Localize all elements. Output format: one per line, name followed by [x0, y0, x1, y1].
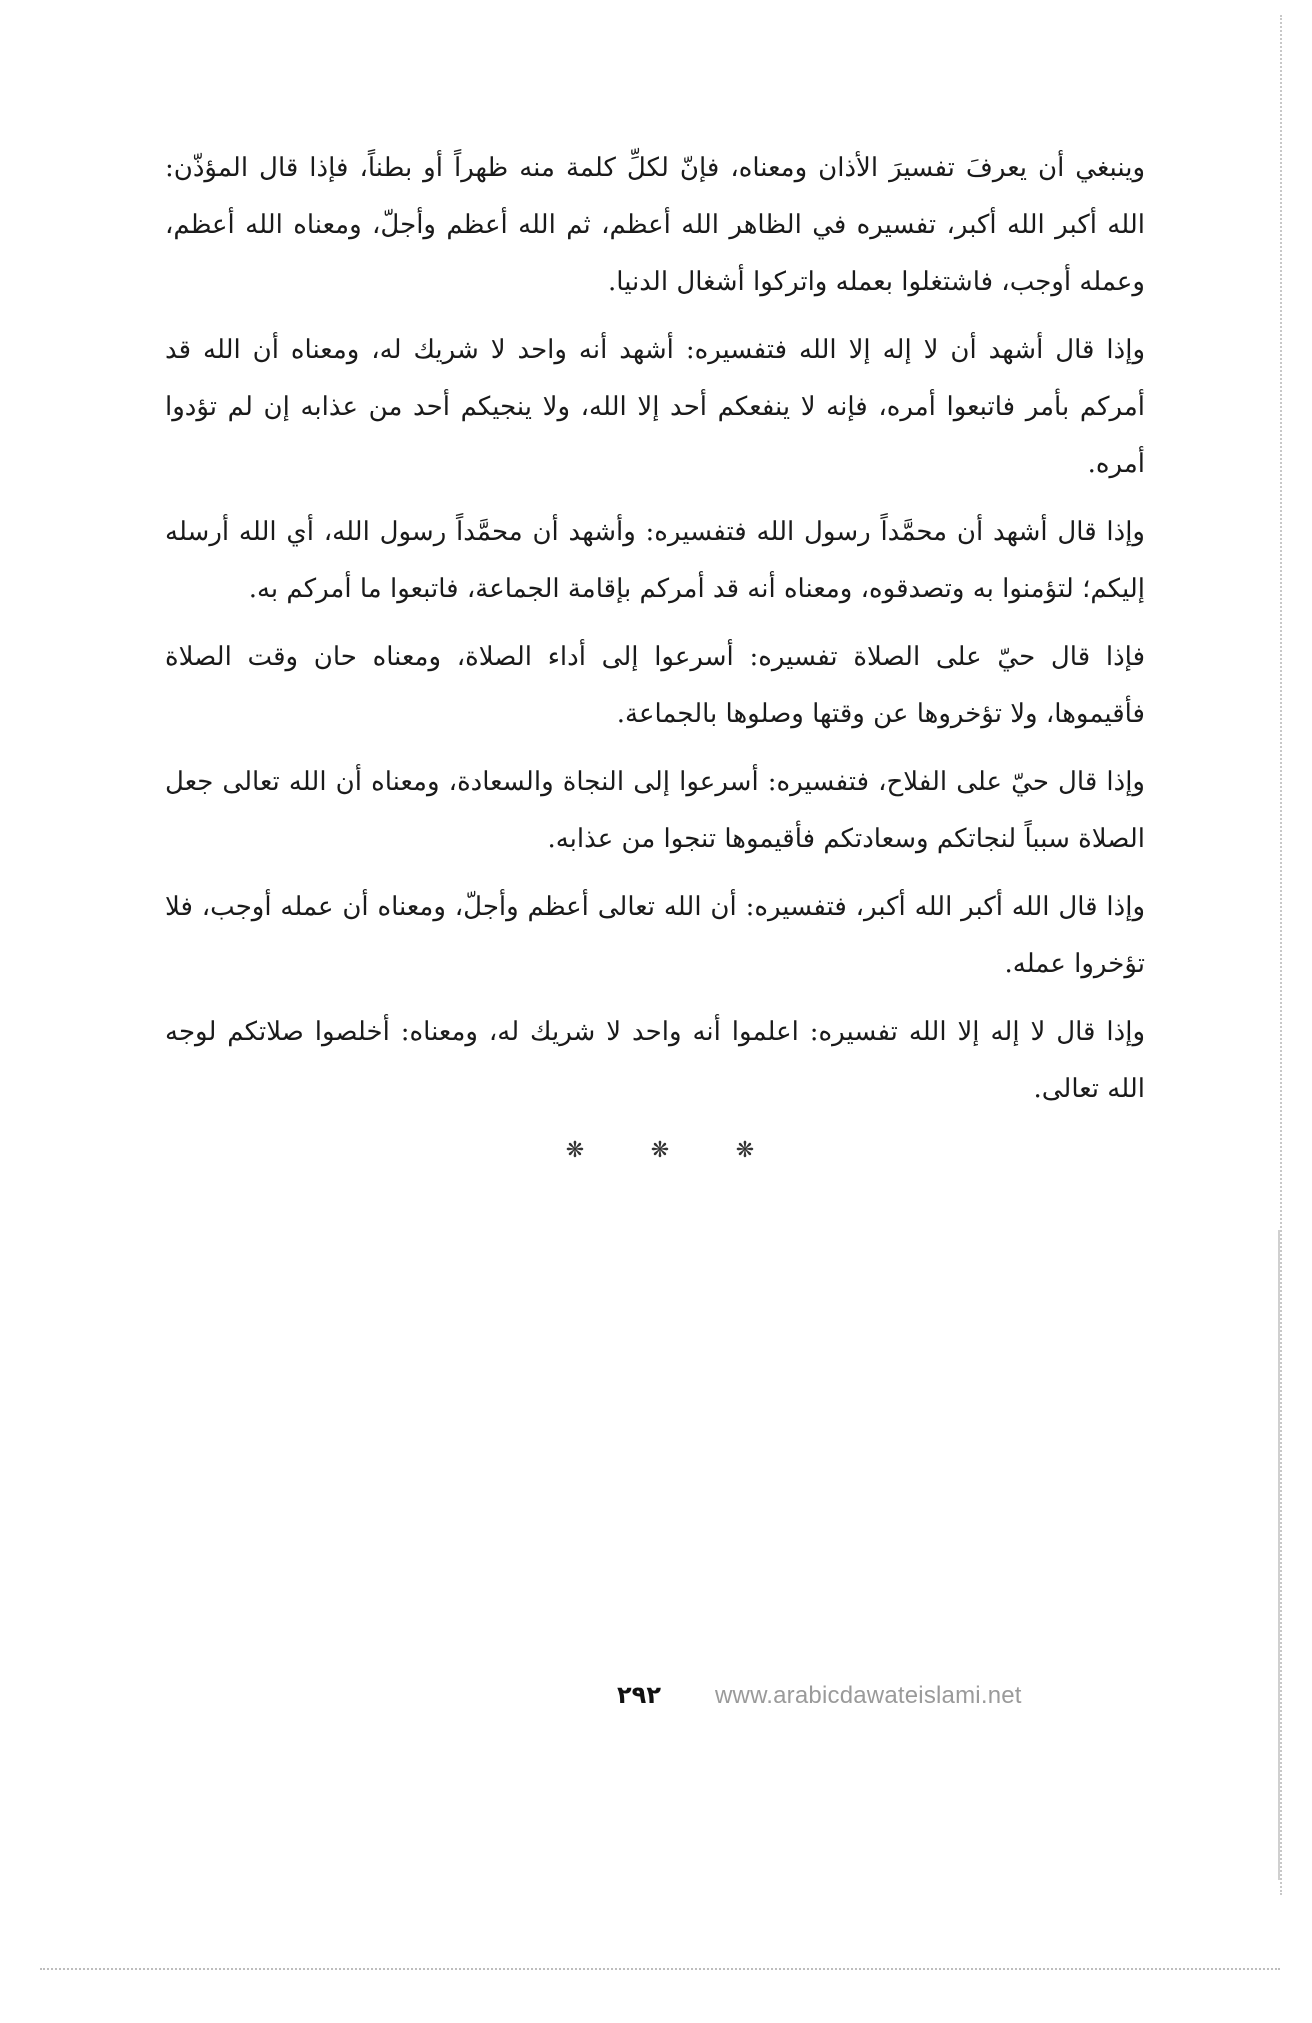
page-number: ٢٩٢: [617, 1681, 661, 1709]
asterism-icon: ❋: [735, 1138, 755, 1163]
paragraph-adhan-intro: وينبغي أن يعرفَ تفسيرَ الأذان ومعناه، فإنّ لكلِّ كلمة منه ظهراً أو بطناً، فإذا قال المؤذّن: الله أكبر الله أكبر، تفسيره في الظاهر الله أعظم، ثم الله أعظم وأجلّ، ومعناه الله أعظم، وعمله أوجب، فاشتغلوا بعمله واتركوا أشغال الدنيا.: [165, 153, 1145, 297]
paragraph-hayya-ala-salah: فإذا قال حيّ على الصلاة تفسيره: أسرعوا إلى أداء الصلاة، ومعناه حان وقت الصلاة فأقيموها، ولا تؤخروها عن وقتها وصلوها بالجماعة.: [165, 642, 1145, 729]
paragraph-shahada-risala: وإذا قال أشهد أن محمَّداً رسول الله فتفسيره: وأشهد أن محمَّداً رسول الله، أي الله أرسله إليكم؛ لتؤمنوا به وتصدقوه، ومعناه أنه قد أمركم بإقامة الجماعة، فاتبعوا ما أمركم به.: [165, 517, 1145, 604]
paragraph-shahada-tawhid: وإذا قال أشهد أن لا إله إلا الله فتفسيره: أشهد أنه واحد لا شريك له، ومعناه أن الله قد أمركم بأمر فاتبعوا أمره، فإنه لا ينفعكم أحد إلا الله، ولا ينجيكم أحد من عذابه إن لم تؤدوا أمره.: [165, 335, 1145, 479]
section-divider: [560, 1138, 760, 1163]
paragraph-takbir-final: وإذا قال الله أكبر الله أكبر، فتفسيره: أن الله تعالى أعظم وأجلّ، ومعناه أن عمله أوجب، فلا تؤخروا عمله.: [165, 892, 1145, 979]
asterism-icon: ❋: [650, 1138, 670, 1163]
scan-edge-right-inner: [1278, 1230, 1280, 1880]
scan-edge-bottom: [40, 1968, 1280, 1970]
asterism-icon: ❋: [565, 1138, 585, 1163]
body-text: [165, 140, 1145, 1129]
paragraph-hayya-ala-falah: وإذا قال حيّ على الفلاح، فتفسيره: أسرعوا إلى النجاة والسعادة، ومعناه أن الله تعالى جعل الصلاة سبباً لنجاتكم وسعادتكم فأقيموها تنجوا من عذابه.: [165, 767, 1145, 854]
watermark-url: www.arabicdawateislami.net: [715, 1682, 1022, 1709]
paragraph-tahlil-final: وإذا قال لا إله إلا الله تفسيره: اعلموا أنه واحد لا شريك له، ومعناه: أخلصوا صلاتكم لوجه الله تعالى.: [165, 1017, 1145, 1104]
scan-edge-right: [1280, 15, 1282, 1895]
